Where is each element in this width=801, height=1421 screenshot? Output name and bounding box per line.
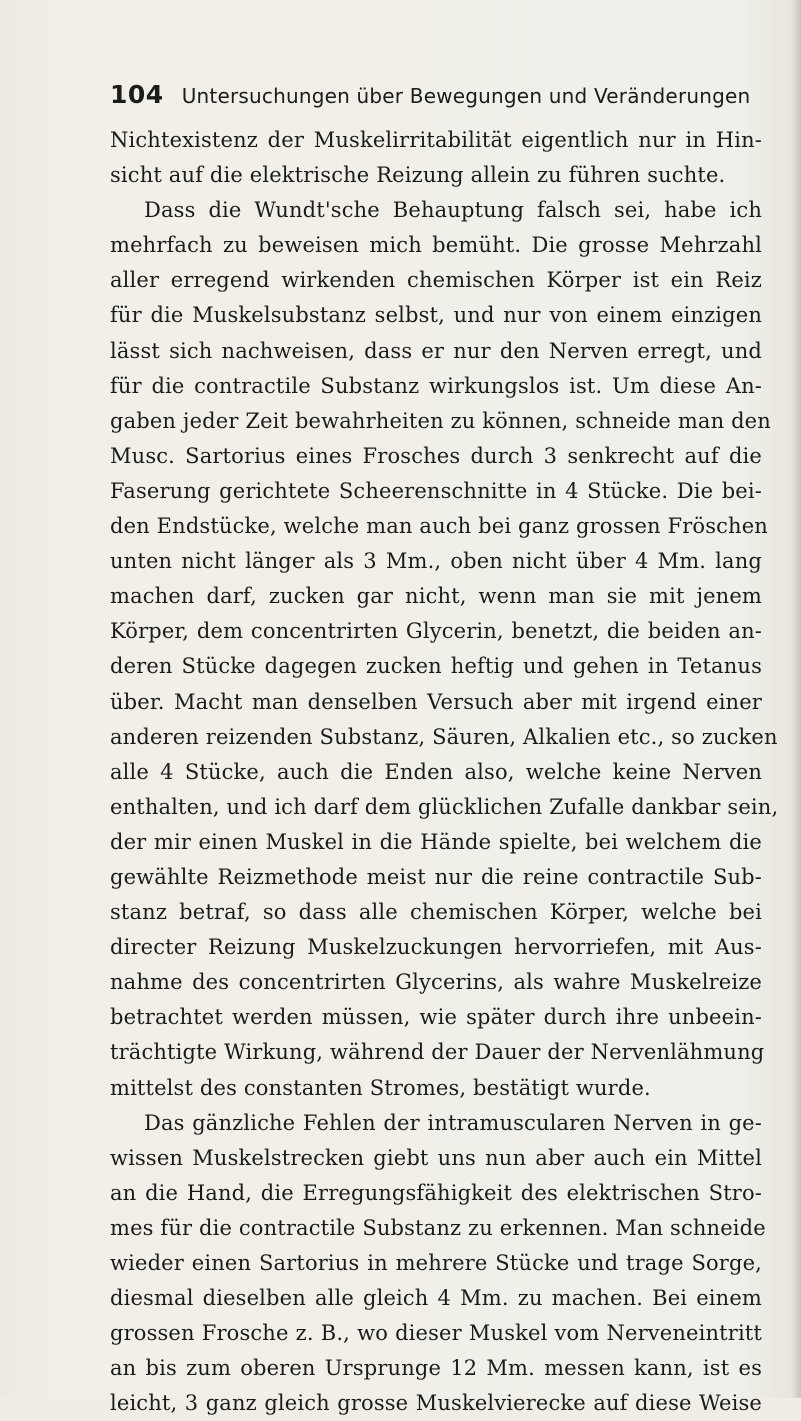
text-line: Nichtexistenz der Muskelirritabilität eigentlich nur in Hin- xyxy=(110,128,762,152)
text-line: an bis zum oberen Ursprunge 12 Mm. messen kann, ist es xyxy=(110,1356,762,1381)
text-line: stanz betraf, so dass alle chemischen Körper, welche bei xyxy=(110,900,762,925)
text-line: trächtigte Wirkung, während der Dauer der Nervenlähmung xyxy=(110,1040,765,1065)
text-line: für die contractile Substanz wirkungslos ist. Um diese An- xyxy=(110,373,762,398)
text-line: diesmal dieselben alle gleich 4 Mm. zu machen. Bei einem xyxy=(110,1286,762,1311)
text-line: aller erregend wirkenden chemischen Körper ist ein Reiz xyxy=(110,268,762,293)
text-line: über. Macht man denselben Versuch aber mit irgend einer xyxy=(110,689,762,714)
paragraph-start-line: Dass die Wundt'sche Behauptung falsch sei, habe ich xyxy=(144,198,762,223)
paragraph-start-line: Das gänzliche Fehlen der intramuscularen Nerven in ge- xyxy=(144,1110,762,1135)
text-line: betrachtet werden müssen, wie später durch ihre unbeein- xyxy=(110,1005,762,1030)
text-line: anderen reizenden Substanz, Säuren, Alkalien etc., so zucken xyxy=(110,724,778,749)
text-line: sicht auf die elektrische Reizung allein zu führen suchte. xyxy=(110,163,726,188)
text-line: gewählte Reizmethode meist nur die reine contractile Sub- xyxy=(110,864,762,889)
text-line: leicht, 3 ganz gleich grosse Muskelvierecke auf diese Weise xyxy=(110,1391,762,1416)
text-line: directer Reizung Muskelzuckungen hervorriefen, mit Aus- xyxy=(110,935,762,960)
text-line: grossen Frosche z. B., wo dieser Muskel vom Nerveneintritt xyxy=(110,1321,762,1346)
text-line: deren Stücke dagegen zucken heftig und gehen in Tetanus xyxy=(110,654,762,679)
text-line: gaben jeder Zeit bewahrheiten zu können, schneide man den xyxy=(110,408,771,433)
text-line: für die Muskelsubstanz selbst, und nur von einem einzigen xyxy=(110,303,762,328)
text-line: Faserung gerichtete Scheerenschnitte in 4 Stücke. Die bei- xyxy=(110,478,762,503)
text-line: Musc. Sartorius eines Frosches durch 3 senkrecht auf die xyxy=(110,443,762,468)
text-line: mes für die contractile Substanz zu erkennen. Man schneide xyxy=(110,1215,766,1240)
text-line: lässt sich nachweisen, dass er nur den Nerven erregt, und xyxy=(110,338,762,363)
text-line: machen darf, zucken gar nicht, wenn man sie mit jenem xyxy=(110,584,762,609)
body-text xyxy=(110,123,779,1421)
text-line: enthalten, und ich darf dem glücklichen Zufalle dankbar sein, xyxy=(110,794,779,819)
text-line: nahme des concentrirten Glycerins, als wahre Muskelreize xyxy=(110,970,762,995)
text-line: Körper, dem concentrirten Glycerin, benetzt, die beiden an- xyxy=(110,619,762,644)
text-line: unten nicht länger als 3 Mm., oben nicht über 4 Mm. lang xyxy=(110,549,762,574)
text-line: wissen Muskelstrecken giebt uns nun aber auch ein Mittel xyxy=(110,1145,762,1170)
text-line: mittelst des constanten Stromes, bestätigt wurde. xyxy=(110,1075,651,1100)
page-number: 104 xyxy=(110,80,164,109)
running-title: Untersuchungen über Bewegungen und Veränderungen xyxy=(181,84,751,108)
text-line: wieder einen Sartorius in mehrere Stücke und trage Sorge, xyxy=(110,1251,762,1275)
page-edge-shadow xyxy=(791,0,801,1398)
running-head xyxy=(110,80,751,120)
text-line: der mir einen Muskel in die Hände spielte, bei welchem die xyxy=(110,829,762,854)
text-line: an die Hand, die Erregungsfähigkeit des elektrischen Stro- xyxy=(110,1180,762,1205)
text-line: den Endstücke, welche man auch bei ganz grossen Fröschen xyxy=(110,514,768,539)
text-line: alle 4 Stücke, auch die Enden also, welche keine Nerven xyxy=(110,759,762,784)
text-line: mehrfach zu beweisen mich bemüht. Die grosse Mehrzahl xyxy=(110,233,762,258)
